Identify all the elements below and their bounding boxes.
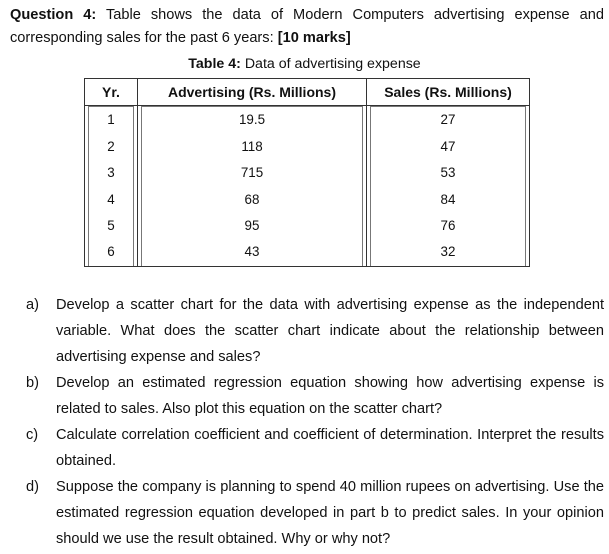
header-advertising: Advertising (Rs. Millions) — [138, 79, 367, 106]
question-marks: [10 marks] — [277, 30, 351, 46]
cell-year: 2 — [88, 134, 134, 161]
question-text: Table shows the data of Modern Computers advertising expense and corresponding sales for the past 6 years: — [10, 7, 604, 46]
question-part-d — [26, 474, 604, 552]
cell-sales: 47 — [370, 134, 526, 161]
part-text: Calculate correlation coefficient and coefficient of determination. Interpret the results obtained. — [56, 427, 604, 469]
cell-advertising: 68 — [141, 187, 363, 214]
cell-year: 1 — [88, 106, 134, 135]
part-label: b) — [26, 375, 39, 391]
table-row — [85, 240, 530, 267]
table-row — [85, 160, 530, 187]
question-label: Question 4: — [10, 7, 97, 23]
cell-advertising: 95 — [141, 213, 363, 240]
cell-year: 6 — [88, 239, 134, 267]
cell-sales: 76 — [370, 213, 526, 240]
cell-advertising: 43 — [141, 239, 363, 267]
cell-year: 4 — [88, 187, 134, 214]
cell-sales: 32 — [370, 239, 526, 267]
header-year: Yr. — [85, 79, 138, 106]
question-part-a — [26, 292, 604, 370]
cell-advertising: 715 — [141, 160, 363, 187]
part-text: Develop a scatter chart for the data with advertising expense as the independent variable. What does the scatter chart indicate about the relationship between advertising expense and sales? — [56, 297, 604, 365]
cell-sales: 84 — [370, 187, 526, 214]
table-caption-text: Data of advertising expense — [244, 56, 421, 72]
table-caption — [0, 55, 609, 73]
question-heading — [10, 4, 604, 50]
table-row — [85, 134, 530, 161]
cell-advertising: 118 — [141, 134, 363, 161]
table-row — [85, 106, 530, 134]
table-row — [85, 213, 530, 240]
part-label: d) — [26, 479, 39, 495]
header-sales: Sales (Rs. Millions) — [367, 79, 530, 106]
part-label: a) — [26, 297, 39, 313]
cell-sales: 27 — [370, 106, 526, 135]
table-caption-number: Table 4: — [188, 56, 241, 72]
part-text: Develop an estimated regression equation showing how advertising expense is related to sales. Also plot this equation on the scatter chart? — [56, 375, 604, 417]
cell-sales: 53 — [370, 160, 526, 187]
cell-advertising: 19.5 — [141, 106, 363, 135]
part-label: c) — [26, 427, 39, 443]
part-text: Suppose the company is planning to spend 40 million rupees on advertising. Use the estimated regression equation developed in part b to predict sales. In your opinion should we use the result obtained. Why or why not? — [56, 479, 604, 547]
table-row — [85, 187, 530, 214]
table-header-row — [85, 79, 530, 106]
advertising-data-table — [84, 78, 530, 267]
question-parts — [26, 292, 604, 552]
cell-year: 5 — [88, 213, 134, 240]
cell-year: 3 — [88, 160, 134, 187]
question-part-b — [26, 370, 604, 422]
question-part-c — [26, 422, 604, 474]
